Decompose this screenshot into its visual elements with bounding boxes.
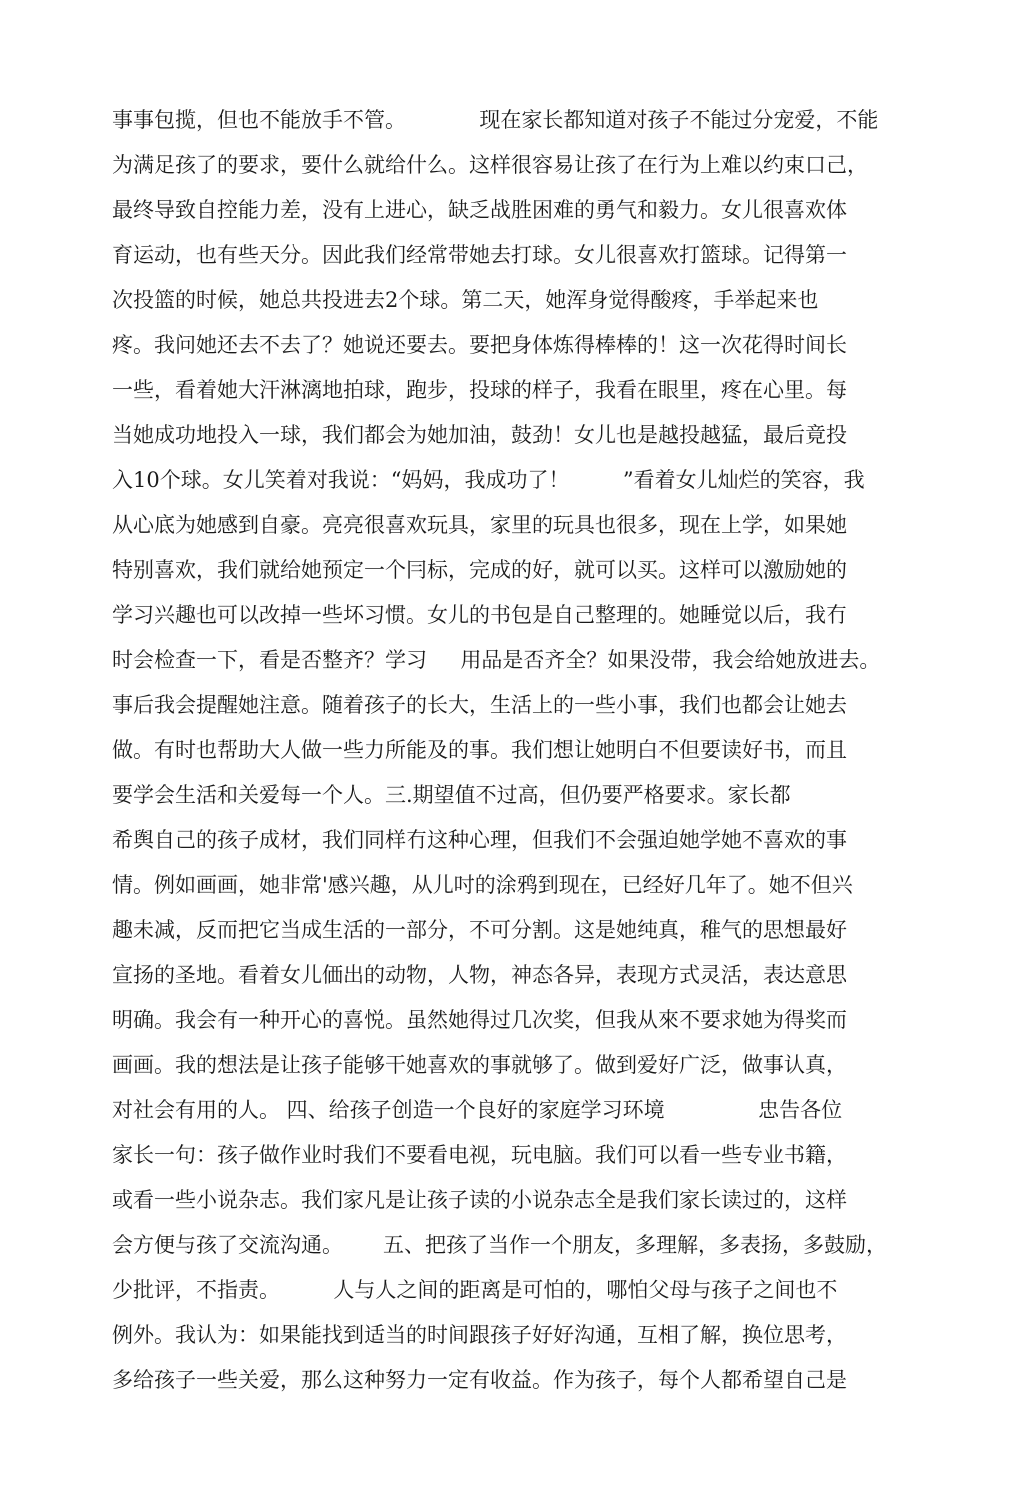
text-line: 一些，看着她大汗淋漓地拍球，跑步，投球的样子，我看在眼里，疼在心里。每	[112, 378, 847, 402]
text-line: 宣扬的圣地。看着女儿価出的动物，人物，神态各异，表现方式灵活，表达意思	[112, 963, 847, 987]
text-line: 明确。我会有一种开心的喜悦。虽然她得过几次奖，但我从來不要求她为得奖而	[112, 1008, 847, 1032]
text-line: 多给孩子一些关爱，那么这种努力一定有收益。作为孩子，每个人都希望自己是	[112, 1368, 847, 1392]
text-line: 当她成功地投入一球，我们都会为她加油，鼓劲！女儿也是越投越猛，最后竟投	[112, 423, 847, 447]
text-line: 情。例如画画，她非常'感兴趣，从儿吋的涂鸦到现在，已经好几年了。她不但兴	[112, 873, 853, 897]
text-line: 最终导致自控能力差，没有上进心，缺乏战胜困难的勇气和毅力。女儿很喜欢体	[112, 198, 847, 222]
text-line: 会方便与孩了交流沟通。 五、把孩了当作一个朋友，多理解，多表扬，多鼓励，	[112, 1233, 888, 1257]
text-line: 做。有时也帮助大人做一些力所能及的事。我们想让她明白不但要读好书，而且	[112, 738, 847, 762]
body-text	[112, 98, 922, 1403]
text-line: 或看一些小说杂志。我们家凡是让孩子读的小说杂志全是我们家长读过的，这样	[112, 1188, 847, 1212]
text-line: 学习兴趣也可以改掉一些坏习惯。女儿的书包是自己整理的。她睡觉以后，我冇	[112, 603, 847, 627]
text-line: 事事包揽，但也不能放手不管。 现在家长都知道对孩子不能过分宠爱，不能	[112, 108, 879, 132]
text-line: 特别喜欢，我们就给她预定一个冃标，完成的好，就可以买。这样可以激励她的	[112, 558, 847, 582]
text-line: 次投篮的时候，她总共投进去2个球。第二天，她浑身觉得酸疼，手举起来也	[112, 288, 819, 312]
text-line: 疼。我问她还去不去了？她说还要去。要把身体炼得棒棒的！这一次花得时间长	[112, 333, 847, 357]
text-line: 为满足孩了的要求，要什么就给什么。这样很容易让孩了在行为上难以约束口己，	[112, 153, 868, 177]
text-line: 事后我会提醒她注意。随着孩子的长大，生活上的一些小事，我们也都会让她去	[112, 693, 847, 717]
text-line: 家长一句：孩子做作业时我们不要看电视，玩电脑。我们可以看一些专业书籍，	[112, 1143, 847, 1167]
text-line: 对社会有用的人。 四、给孩子创造一个良好的家庭学习环境 忠告各位	[112, 1098, 843, 1122]
text-line: 趣未减，反而把它当成生活的一部分，不可分割。这是她纯真，稚气的思想最好	[112, 918, 847, 942]
text-line: 育运动，也有些天分。因此我们经常带她去打球。女儿很喜欢打篮球。记得第一	[112, 243, 847, 267]
text-line: 时会检查一下，看是否整齐？学习 用品是否齐全？如果没带，我会给她放进去。	[112, 648, 881, 672]
text-line: 画画。我的想法是让孩子能够干她喜欢的事就够了。做到爱好广泛，做事认真，	[112, 1053, 847, 1077]
text-line: 从心底为她感到自豪。亮亮很喜欢玩具，家里的玩具也很多，现在上学，如果她	[112, 513, 847, 537]
text-line: 少批评，不指责。 人与人之间的距离是可怕的，哪怕父母与孩子之间也不	[112, 1278, 838, 1302]
text-line: 希舆自己的孩子成材，我们同样冇这种心理，但我们不会强迫她学她不喜欢的事	[112, 828, 847, 852]
text-line: 例外。我认为：如果能找到适当的时间跟孩子好好沟通，互相了解，换位思考，	[112, 1323, 847, 1347]
text-line: 入10个球。女儿笑着对我说：“妈妈，我成功了！ ”看着女儿灿烂的笑容，我	[112, 468, 865, 492]
text-line: 要学会生活和关爱每一个人。三.期望值不过高，但仍要严格要求。家长都	[112, 783, 791, 807]
